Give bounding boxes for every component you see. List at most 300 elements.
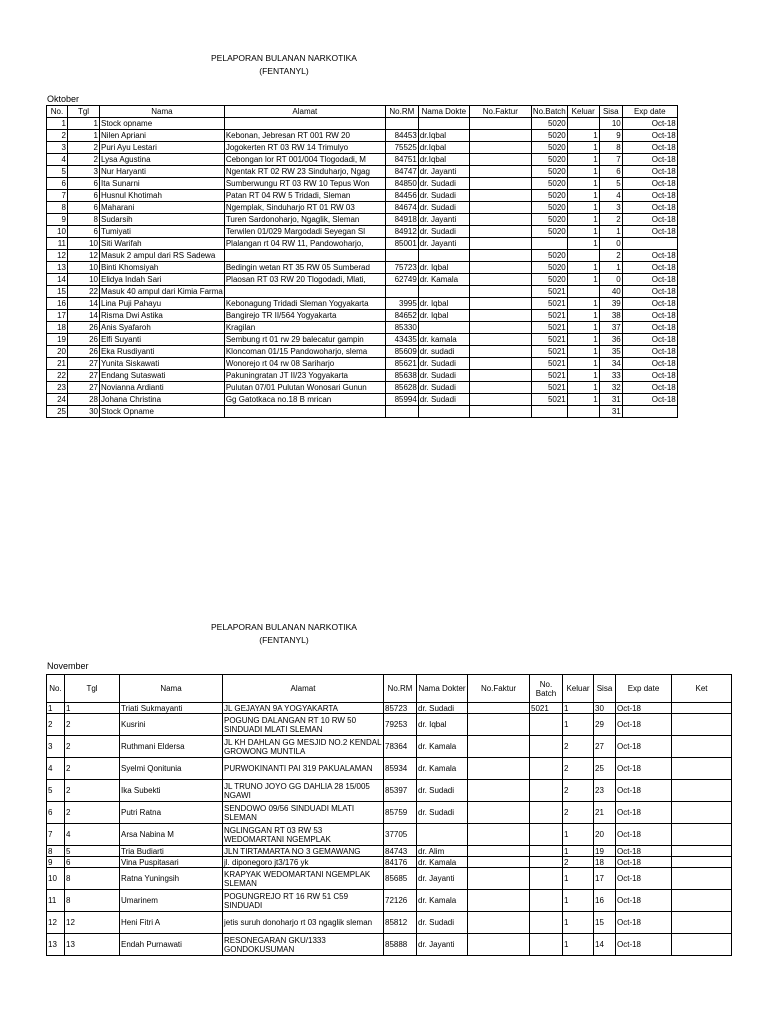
- table-cell: 12: [65, 912, 120, 934]
- table-cell: Masuk 40 ampul dari Kimia Farma: [101, 287, 223, 296]
- table-cell: [672, 802, 732, 824]
- table-cell: JL TRUNO JOYO GG DAHLIA 28 15/005 NGAWI: [223, 780, 384, 802]
- table-row: [47, 758, 732, 780]
- table-cell: 8: [599, 142, 622, 154]
- table-cell: 6: [599, 166, 622, 178]
- table-cell: 1: [567, 322, 599, 334]
- table-cell: [567, 118, 599, 130]
- column-header: No.Batch: [532, 107, 566, 116]
- table-cell: 4: [47, 758, 65, 780]
- table-cell: [530, 758, 563, 780]
- table-cell: dr. Kamala: [417, 857, 468, 868]
- table-cell: dr. Sudadi: [418, 394, 469, 406]
- table-cell: 1: [47, 118, 68, 130]
- table-row: [47, 202, 678, 214]
- table-cell: Oct-18: [622, 382, 677, 394]
- table-cell: dr. Iqbal: [418, 310, 469, 322]
- table-cell: 30: [594, 703, 616, 714]
- table-cell: [622, 406, 677, 418]
- table-cell: dr. Sudadi: [418, 226, 469, 238]
- table-cell: 5020: [531, 274, 567, 286]
- table-cell: [469, 334, 531, 346]
- table-cell: 17: [594, 868, 616, 890]
- table-cell: 1: [567, 310, 599, 322]
- table-cell: Plalangan rt 04 RW 11, Pandowoharjo,: [224, 238, 385, 250]
- table-cell: JL KH DAHLAN GG MESJID NO.2 KENDAL GROWONG MUNTILA: [224, 737, 382, 756]
- table-cell: 10: [68, 262, 100, 274]
- table-cell: POGUNGREJO RT 16 RW 51 C59 SINDUADI: [223, 890, 384, 912]
- table-cell: [418, 406, 469, 418]
- table-cell: 1: [567, 382, 599, 394]
- table-cell: 84652: [385, 310, 418, 322]
- table-cell: 1: [567, 370, 599, 382]
- column-header: Keluar: [567, 106, 599, 118]
- table-cell: 84743: [384, 846, 417, 857]
- table-cell: 31: [599, 394, 622, 406]
- table-cell: Wonorejo rt 04 rw 08 Sariharjo: [224, 358, 385, 370]
- table-cell: KRAPYAK WEDOMARTANI NGEMPLAK SLEMAN: [223, 868, 384, 890]
- table-cell: 85621: [385, 358, 418, 370]
- table-cell: Oct-18: [622, 142, 677, 154]
- table-row: [47, 250, 678, 262]
- column-header: Keluar: [563, 675, 594, 703]
- table-cell: [469, 322, 531, 334]
- table-cell: [469, 214, 531, 226]
- table-cell: dr. Sudadi: [418, 178, 469, 190]
- table-cell: 43435: [385, 334, 418, 346]
- table-row: [47, 394, 678, 406]
- table-cell: 3995: [385, 298, 418, 310]
- table-cell: 84918: [385, 214, 418, 226]
- table-cell: Kebonagung Tridadi Sleman Yogyakarta: [224, 298, 385, 310]
- table-cell: PURWOKINANTI PAI 319 PAKUALAMAN: [223, 758, 384, 780]
- table-row: [47, 846, 732, 857]
- table-cell: 5020: [531, 142, 567, 154]
- table-row: [47, 370, 678, 382]
- table-cell: [672, 736, 732, 758]
- table-cell: 1: [567, 202, 599, 214]
- table-cell: 3: [599, 202, 622, 214]
- table-cell: 84912: [385, 226, 418, 238]
- table-cell: 72126: [384, 890, 417, 912]
- table-row: [47, 857, 732, 868]
- table-cell: dr. Jayanti: [417, 934, 468, 956]
- table-cell: 1: [567, 262, 599, 274]
- table-cell: 15: [594, 912, 616, 934]
- table-row: [47, 286, 678, 298]
- table-cell: Oct-18: [622, 154, 677, 166]
- table-cell: 19: [47, 334, 68, 346]
- table-cell: [469, 370, 531, 382]
- table-cell: [224, 406, 385, 418]
- table-row: [47, 142, 678, 154]
- table-cell: 32: [599, 382, 622, 394]
- table-cell: [469, 154, 531, 166]
- table-cell: 5: [47, 780, 65, 802]
- table-cell: Endah Purnawati: [120, 934, 223, 956]
- table-cell: Sudarsih: [100, 214, 225, 226]
- table-row: [47, 322, 678, 334]
- table-cell: 27: [68, 382, 100, 394]
- table-cell: 1: [567, 394, 599, 406]
- table-cell: dr.Iqbal: [418, 154, 469, 166]
- table-cell: [468, 758, 530, 780]
- table-cell: 9: [47, 857, 65, 868]
- table-row: [47, 346, 678, 358]
- table-cell: 4: [65, 824, 120, 846]
- table-cell: 84751: [385, 154, 418, 166]
- table-cell: 1: [563, 934, 594, 956]
- table-cell: 24: [47, 394, 68, 406]
- table-cell: 75723: [385, 262, 418, 274]
- table-cell: jetis suruh donoharjo rt 03 ngaglik sleman: [223, 912, 384, 934]
- table-cell: 2: [47, 130, 68, 142]
- table-cell: Ika Subekti: [120, 780, 223, 802]
- table-cell: Oct-18: [616, 714, 672, 736]
- table-cell: 2: [65, 802, 120, 824]
- table-cell: [418, 118, 469, 130]
- table-row: [47, 226, 678, 238]
- report2-subtitle: (FENTANYL): [259, 635, 309, 645]
- table-cell: 5021: [531, 298, 567, 310]
- table-cell: Oct-18: [616, 758, 672, 780]
- table-cell: Lina Puji Pahayu: [100, 298, 225, 310]
- table-cell: [672, 714, 732, 736]
- table-cell: Oct-18: [622, 286, 677, 298]
- table-cell: 27: [594, 736, 616, 758]
- table-cell: 5021: [531, 382, 567, 394]
- table-cell: 1: [567, 226, 599, 238]
- table-cell: [469, 166, 531, 178]
- table-cell: 10: [47, 226, 68, 238]
- table-cell: [531, 406, 567, 418]
- table-cell: 5021: [531, 322, 567, 334]
- table-cell: dr.Iqbal: [418, 130, 469, 142]
- table-cell: 6: [47, 178, 68, 190]
- table-cell: Ruthmani Eldersa: [120, 736, 223, 758]
- table-cell: 14: [68, 298, 100, 310]
- table-cell: 25: [594, 758, 616, 780]
- table-cell: 13: [65, 934, 120, 956]
- table-cell: Pulutan 07/01 Pulutan Wonosari Gunun: [224, 382, 385, 394]
- table-row: [47, 382, 678, 394]
- table-cell: [530, 912, 563, 934]
- table-cell: Triati Sukmayanti: [120, 703, 223, 714]
- table-cell: 2: [65, 780, 120, 802]
- table-cell: 85685: [384, 868, 417, 890]
- table-cell: 5021: [531, 334, 567, 346]
- table-cell: Lysa Agustina: [100, 154, 225, 166]
- table-cell: 85638: [385, 370, 418, 382]
- table-cell: [224, 250, 385, 262]
- table-cell: 1: [567, 154, 599, 166]
- table-cell: [530, 846, 563, 857]
- table-cell: NGLINGGAN RT 03 RW 53 WEDOMARTANI NGEMPLAK: [223, 824, 384, 846]
- table-cell: Kebonan, Jebresan RT 001 RW 20: [224, 130, 385, 142]
- table-cell: dr. Jayanti: [418, 238, 469, 250]
- report2-month: November: [47, 661, 89, 671]
- table-cell: [469, 346, 531, 358]
- column-header: Alamat: [223, 675, 384, 703]
- table-cell: 29: [594, 714, 616, 736]
- table-cell: Oct-18: [616, 912, 672, 934]
- table-cell: Eka Rusdiyanti: [100, 346, 225, 358]
- table-cell: 5: [65, 846, 120, 857]
- table-cell: [469, 298, 531, 310]
- table-cell: 21: [47, 358, 68, 370]
- table-cell: 38: [599, 310, 622, 322]
- table-cell: 10: [47, 868, 65, 890]
- table-cell: 5020: [531, 262, 567, 274]
- table-cell: 26: [68, 346, 100, 358]
- table-cell: [468, 868, 530, 890]
- table-cell: [418, 322, 469, 334]
- table-cell: dr. Kamala: [417, 736, 468, 758]
- table-cell: SENDOWO 09/56 SINDUADI MLATI SLEMAN: [223, 802, 384, 824]
- table-cell: 33: [599, 370, 622, 382]
- table-cell: dr. Sudadi: [417, 802, 468, 824]
- table-cell: 75525: [385, 142, 418, 154]
- table-cell: Oct-18: [616, 824, 672, 846]
- table-cell: 2: [47, 714, 65, 736]
- table-cell: 8: [65, 890, 120, 912]
- table-cell: Patan RT 04 RW 5 Tridadi, Sleman: [224, 190, 385, 202]
- column-header: No. Batch: [530, 675, 563, 703]
- table-cell: Maharani: [100, 202, 225, 214]
- table-cell: dr.Iqbal: [418, 142, 469, 154]
- table-cell: 3: [47, 142, 68, 154]
- table-cell: [530, 802, 563, 824]
- table-cell: [469, 178, 531, 190]
- table-cell: 18: [47, 322, 68, 334]
- table-row: [47, 824, 732, 846]
- table-cell: Oct-18: [616, 736, 672, 758]
- table-cell: 37: [599, 322, 622, 334]
- table-cell: [530, 857, 563, 868]
- table-cell: Stock Opname: [100, 406, 225, 418]
- report1-subtitle: (FENTANYL): [259, 66, 309, 76]
- table-cell: Johana Christina: [100, 394, 225, 406]
- table-cell: Oct-18: [616, 934, 672, 956]
- table-cell: 1: [567, 238, 599, 250]
- table-cell: [567, 406, 599, 418]
- table-cell: [469, 130, 531, 142]
- table-cell: dr. Jayanti: [418, 214, 469, 226]
- table-cell: 1: [563, 703, 594, 714]
- table-cell: Elfi Suyanti: [100, 334, 225, 346]
- table-cell: 5021: [530, 703, 563, 714]
- table-cell: 5020: [531, 214, 567, 226]
- table-cell: Kloncoman 01/15 Pandowoharjo, slema: [224, 346, 385, 358]
- table-row: [47, 703, 732, 714]
- table-cell: Pakuningratan JT II/23 Yogyakarta: [224, 370, 385, 382]
- table-cell: dr. Alim: [417, 846, 468, 857]
- table-cell: Putri Ratna: [120, 802, 223, 824]
- table-cell: 1: [567, 178, 599, 190]
- table-cell: dr. Iqbal: [417, 714, 468, 736]
- table-cell: [468, 912, 530, 934]
- table-cell: 1: [567, 334, 599, 346]
- table-cell: 6: [47, 802, 65, 824]
- table-row: [47, 310, 678, 322]
- table-cell: Oct-18: [622, 190, 677, 202]
- table-cell: Tumiyati: [100, 226, 225, 238]
- table-cell: [672, 824, 732, 846]
- table-cell: [672, 846, 732, 857]
- table-cell: 1: [68, 118, 100, 130]
- table-cell: [468, 703, 530, 714]
- table-cell: 12: [47, 250, 68, 262]
- table-cell: Nur Haryanti: [100, 166, 225, 178]
- table-cell: 2: [563, 780, 594, 802]
- table-cell: Masuk 2 ampul dari RS Sadewa: [100, 250, 225, 262]
- table-cell: dr. Iqbal: [418, 298, 469, 310]
- table-cell: 5021: [531, 370, 567, 382]
- table-cell: 5020: [531, 178, 567, 190]
- column-header: Exp date: [616, 675, 672, 703]
- table-cell: dr. Sudadi: [418, 358, 469, 370]
- column-header: Nama: [100, 106, 225, 118]
- table-cell: 1: [567, 142, 599, 154]
- table-cell: 8: [65, 868, 120, 890]
- table-cell: Oct-18: [622, 118, 677, 130]
- table-row: [47, 780, 732, 802]
- table-cell: [468, 714, 530, 736]
- table-cell: [468, 857, 530, 868]
- table-cell: 5020: [531, 190, 567, 202]
- table-cell: 11: [47, 890, 65, 912]
- table-cell: 84674: [385, 202, 418, 214]
- table-cell: Oct-18: [622, 262, 677, 274]
- table-row: [47, 262, 678, 274]
- table-cell: Sembung rt 01 rw 29 balecatur gampin: [224, 334, 385, 346]
- table-cell: Sumberwungu RT 03 RW 10 Tepus Won: [224, 178, 385, 190]
- table-cell: Oct-18: [616, 857, 672, 868]
- table-cell: 9: [47, 214, 68, 226]
- table-cell: 85330: [385, 322, 418, 334]
- table-cell: 84453: [385, 130, 418, 142]
- table-cell: 85628: [385, 382, 418, 394]
- column-header: Nama Dokter: [417, 675, 468, 703]
- table-cell: 35: [599, 346, 622, 358]
- table-cell: 12: [68, 250, 100, 262]
- table-cell: 79253: [384, 714, 417, 736]
- table-cell: Oct-18: [622, 310, 677, 322]
- table-cell: [385, 118, 418, 130]
- table-cell: 16: [594, 890, 616, 912]
- table-cell: Yunita Siskawati: [100, 358, 225, 370]
- table-row: [47, 298, 678, 310]
- table-cell: Oct-18: [622, 214, 677, 226]
- table-row: [47, 890, 732, 912]
- table-cell: 22: [47, 370, 68, 382]
- table-cell: 1: [567, 130, 599, 142]
- table-cell: [469, 406, 531, 418]
- table-cell: 1: [563, 890, 594, 912]
- table-cell: 31: [599, 406, 622, 418]
- column-header: Nama: [120, 675, 223, 703]
- column-header: Exp date: [622, 106, 677, 118]
- table-cell: 16: [47, 298, 68, 310]
- table-cell: [567, 286, 599, 298]
- table-cell: 62749: [385, 274, 418, 286]
- table-cell: [672, 934, 732, 956]
- table-cell: Oct-18: [622, 370, 677, 382]
- table-cell: 2: [563, 857, 594, 868]
- table-cell: Umarinem: [120, 890, 223, 912]
- table-cell: [469, 262, 531, 274]
- table-cell: 5: [599, 178, 622, 190]
- table-cell: 5021: [531, 358, 567, 370]
- table-cell: Stock opname: [100, 118, 225, 130]
- report1-header-row: [47, 106, 678, 118]
- table-cell: Oct-18: [622, 178, 677, 190]
- table-cell: 1: [567, 298, 599, 310]
- table-cell: Arsa Nabina M: [120, 824, 223, 846]
- table-cell: [417, 824, 468, 846]
- table-cell: 5020: [531, 166, 567, 178]
- table-cell: 7: [47, 190, 68, 202]
- table-row: [47, 358, 678, 370]
- report2-table: [46, 674, 732, 956]
- table-row: [47, 802, 732, 824]
- table-cell: dr. Sudadi: [418, 382, 469, 394]
- table-cell: 1: [65, 703, 120, 714]
- table-cell: Oct-18: [616, 802, 672, 824]
- table-cell: Vina Puspitasari: [120, 857, 223, 868]
- table-cell: dr. Kamala: [417, 890, 468, 912]
- table-cell: [672, 703, 732, 714]
- table-cell: [530, 714, 563, 736]
- table-cell: Oct-18: [622, 166, 677, 178]
- table-cell: 84747: [385, 166, 418, 178]
- table-cell: 5021: [531, 394, 567, 406]
- table-cell: [469, 274, 531, 286]
- table-row: [47, 868, 732, 890]
- table-cell: [469, 238, 531, 250]
- table-cell: 8: [47, 202, 68, 214]
- table-cell: [385, 250, 418, 262]
- table-cell: 26: [68, 322, 100, 334]
- table-row: [47, 118, 678, 130]
- table-cell: 85723: [384, 703, 417, 714]
- table-cell: 23: [47, 382, 68, 394]
- table-cell: 26: [68, 334, 100, 346]
- table-cell: 14: [47, 274, 68, 286]
- table-cell: Nilen Apriani: [100, 130, 225, 142]
- table-cell: 40: [599, 286, 622, 298]
- table-cell: Puri Ayu Lestari: [100, 142, 225, 154]
- table-cell: dr. Kamala: [417, 758, 468, 780]
- column-header: No.Faktur: [469, 106, 531, 118]
- table-cell: [469, 202, 531, 214]
- table-cell: 5020: [531, 202, 567, 214]
- table-cell: RESONEGARAN GKU/1333 GONDOKUSUMAN: [223, 934, 384, 956]
- table-cell: 84456: [385, 190, 418, 202]
- table-cell: 1: [599, 262, 622, 274]
- table-cell: [469, 226, 531, 238]
- report1-month: Oktober: [47, 94, 80, 104]
- table-cell: 6: [68, 190, 100, 202]
- table-cell: JL GEJAYAN 9A YOGYAKARTA: [223, 703, 384, 714]
- table-cell: Oct-18: [616, 868, 672, 890]
- table-cell: [469, 142, 531, 154]
- table-cell: 37705: [384, 824, 417, 846]
- table-cell: Oct-18: [616, 703, 672, 714]
- table-cell: 30: [68, 406, 100, 418]
- table-cell: dr. Sudadi: [418, 190, 469, 202]
- column-header: No.: [47, 106, 68, 118]
